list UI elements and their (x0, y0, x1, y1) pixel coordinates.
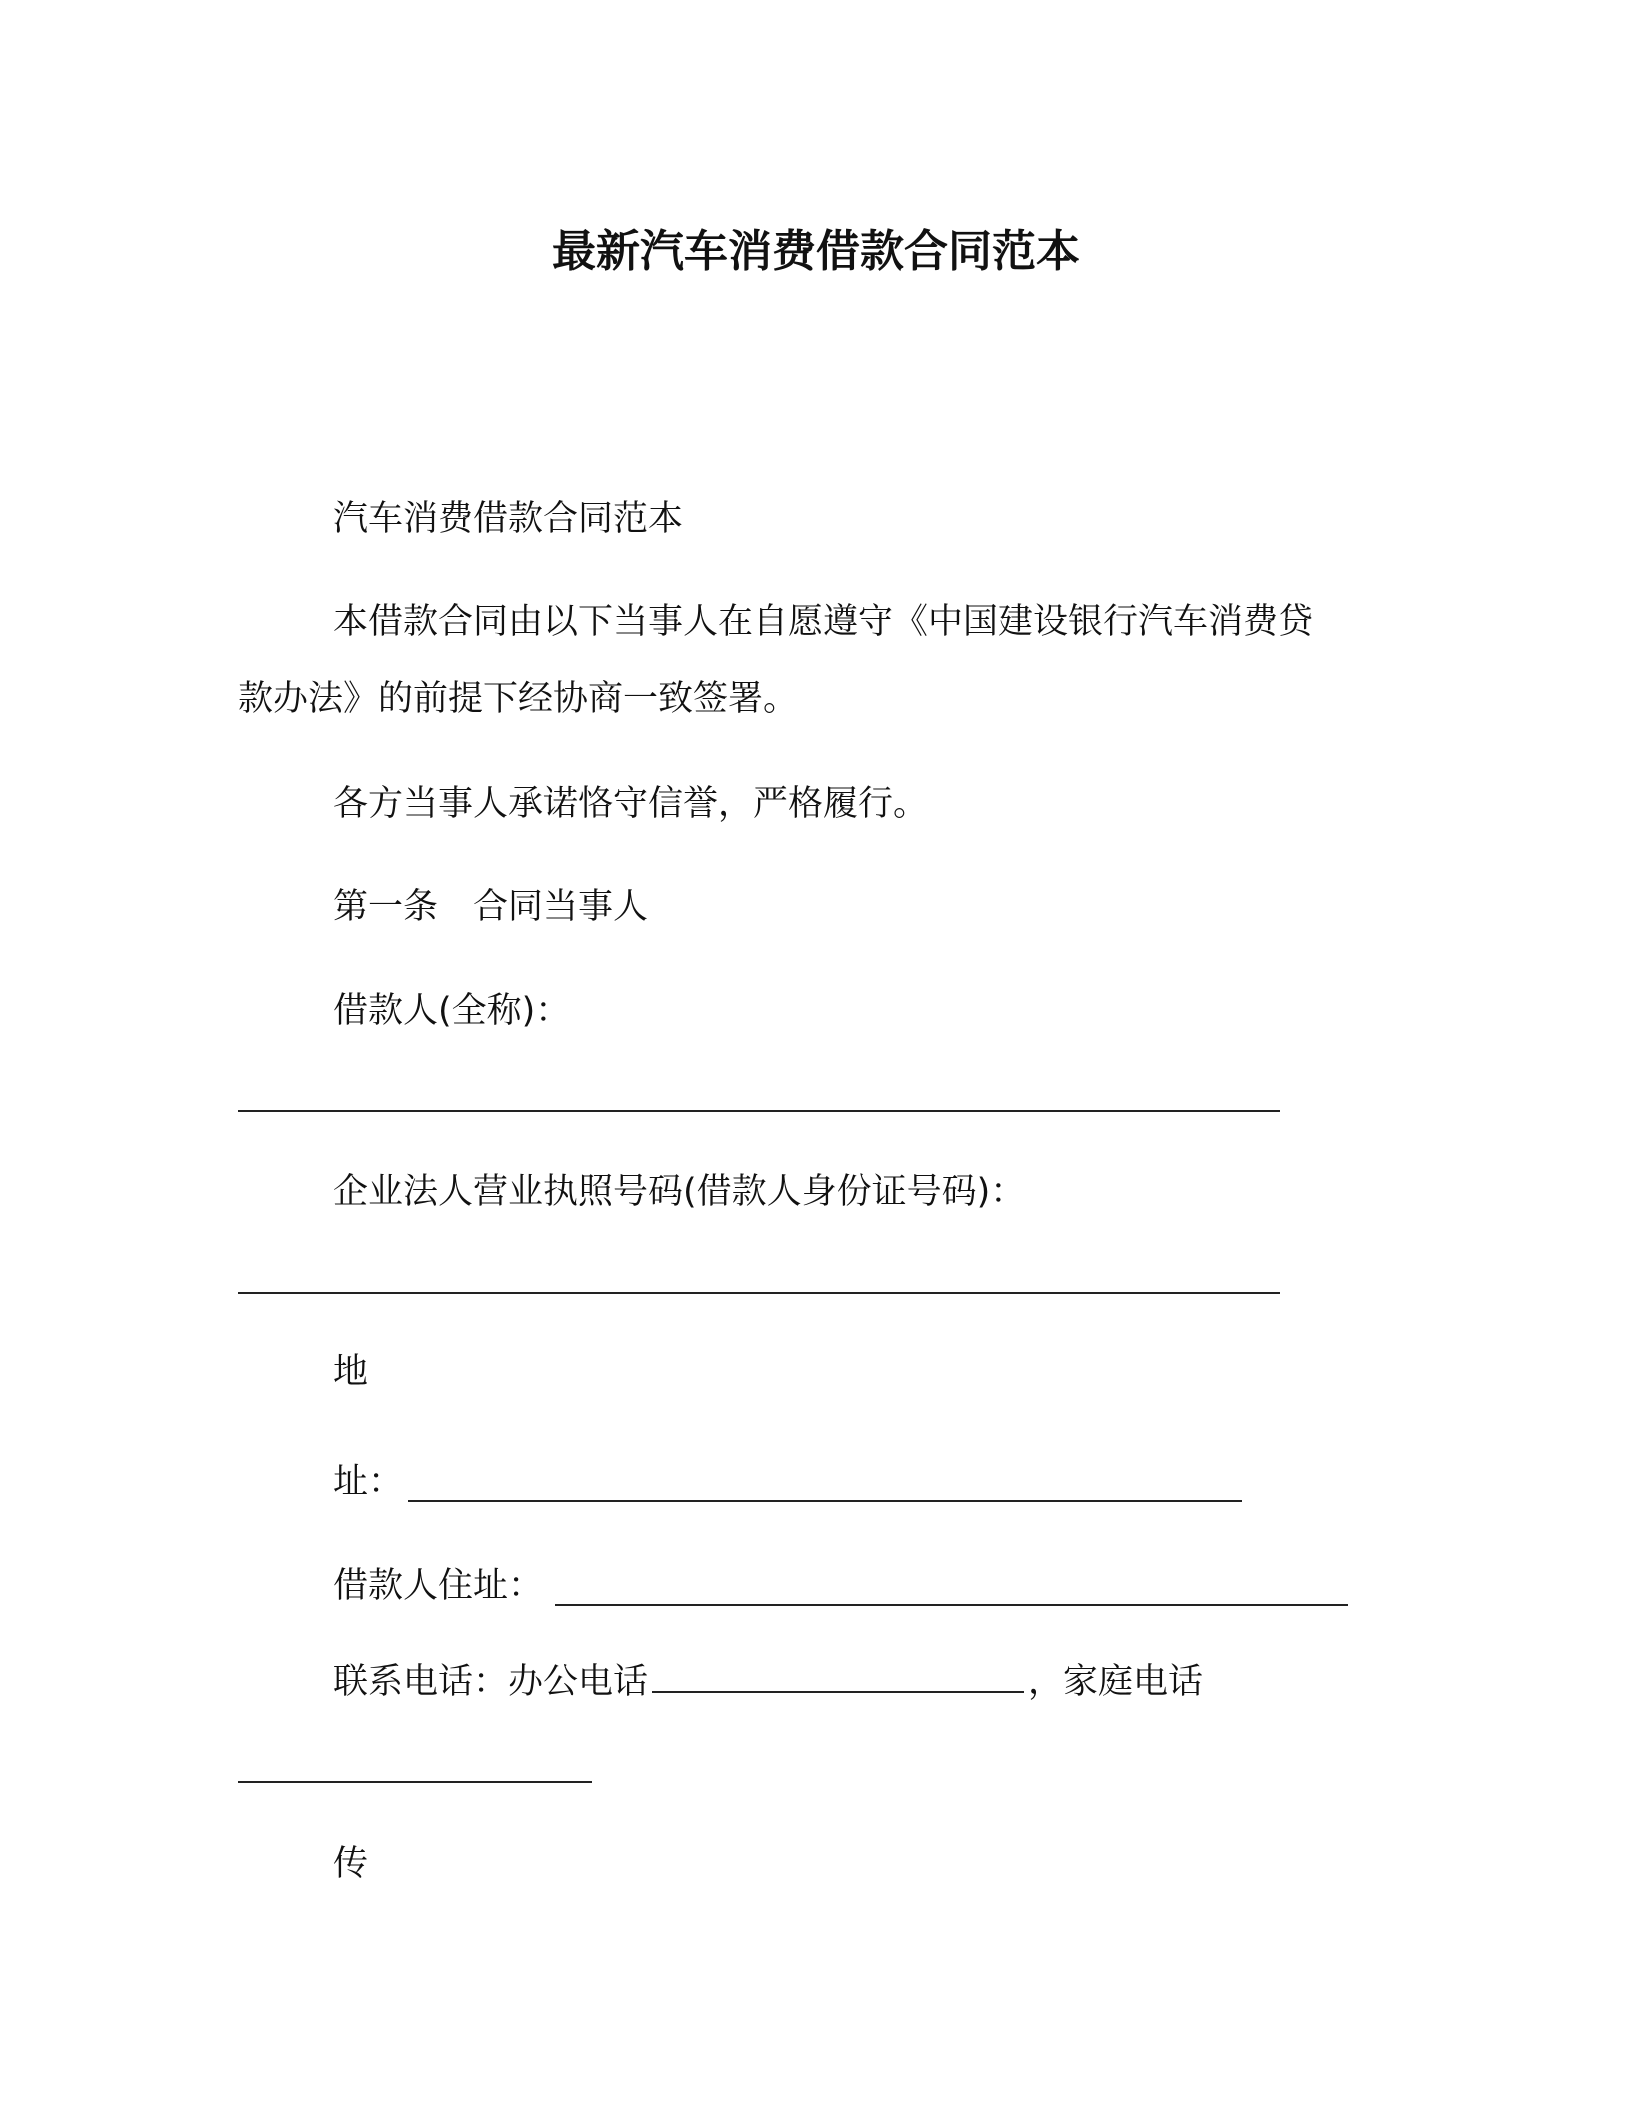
borrower-name-blank (238, 1110, 1280, 1112)
commitment-line: 各方当事人承诺恪守信誉，严格履行。 (333, 784, 929, 824)
residence-blank (555, 1604, 1348, 1606)
intro-line-1: 本借款合同由以下当事人在自愿遵守《中国建设银行汽车消费贷 (333, 602, 1314, 642)
residence-label: 借款人住址： (333, 1566, 544, 1606)
subtitle: 汽车消费借款合同范本 (333, 499, 684, 539)
office-phone-blank (652, 1690, 1024, 1693)
address-label-char-2: 址： (333, 1462, 404, 1502)
document-title: 最新汽车消费借款合同范本 (552, 226, 1080, 277)
intro-line-2: 款办法》的前提下经协商一致签署。 (238, 679, 799, 719)
home-phone-blank (238, 1781, 592, 1783)
office-phone-label: 联系电话：办公电话 (333, 1662, 649, 1702)
phone-line (333, 1658, 1203, 1706)
fax-label-char-1: 传 (333, 1844, 369, 1884)
address-label-char-1: 地 (333, 1352, 369, 1392)
borrower-name-label: 借款人(全称)： (333, 991, 571, 1031)
home-phone-label: ，家庭电话 (1028, 1662, 1204, 1702)
address-blank (408, 1500, 1242, 1502)
article-1-heading: 第一条 合同当事人 (333, 887, 649, 927)
license-number-label: 企业法人营业执照号码(借款人身份证号码)： (333, 1172, 1026, 1212)
license-number-blank (238, 1292, 1280, 1294)
